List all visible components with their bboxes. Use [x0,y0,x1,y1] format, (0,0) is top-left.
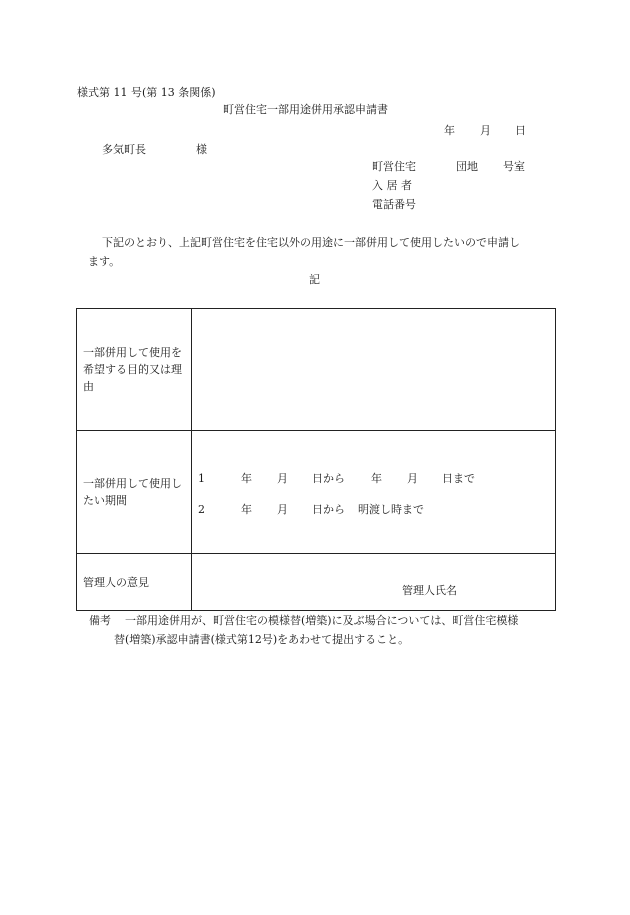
manager-label: 管理人の意見 [77,554,192,611]
notes-label: 備考 [89,614,111,627]
period-1-end-year: 年 [371,472,382,485]
manager-row [77,554,556,611]
period-2-start-day: 日から [312,503,345,516]
addressee-honorific: 様 [196,143,207,156]
period-1-number: 1 [198,472,205,485]
period-field[interactable] [192,431,556,554]
room-label: 号室 [503,160,525,173]
ki-heading: 記 [309,273,320,286]
period-1-start-day: 日から [312,472,345,485]
document-title: 町営住宅一部用途併用承認申請書 [223,103,388,116]
date-month-label: 月 [480,124,491,137]
date-day-label: 日 [515,124,526,137]
period-2-number: 2 [198,503,205,516]
period-1-end-month: 月 [407,472,418,485]
period-1-start-month: 月 [277,472,288,485]
body-text-line2: ます。 [88,255,121,268]
period-2-start-year: 年 [241,503,252,516]
period-2-start-month: 月 [277,503,288,516]
resident-label: 入 居 者 [372,179,412,192]
period-1-start-year: 年 [241,472,252,485]
form-number: 様式第 11 号(第 13 条関係) [77,86,216,99]
purpose-label: 一部併用して使用を希望する目的又は理由 [77,309,192,431]
period-label: 一部併用して使用したい期間 [77,431,192,554]
body-text-line1: 下記のとおり、上記町営住宅を住宅以外の用途に一部併用して使用したいので申請し [102,236,520,249]
period-2-end: 明渡し時まで [358,503,424,516]
estate-label: 団地 [456,160,478,173]
notes-line2: 替(増築)承認申請書(様式第12号)をあわせて提出すること。 [114,633,410,646]
notes-line1: 一部用途併用が、町営住宅の模様替(増築)に及ぶ場合については、町営住宅模様 [125,614,519,627]
manager-field[interactable] [192,554,556,611]
manager-signature-label: 管理人氏名 [402,584,457,597]
purpose-field[interactable] [192,309,556,431]
purpose-row [77,309,556,431]
housing-label: 町営住宅 [372,160,416,173]
date-year-label: 年 [444,124,455,137]
period-1-end-day: 日まで [442,472,475,485]
period-row [77,431,556,554]
phone-label: 電話番号 [372,198,416,211]
addressee-name: 多気町長 [102,143,146,156]
application-table [76,308,556,611]
